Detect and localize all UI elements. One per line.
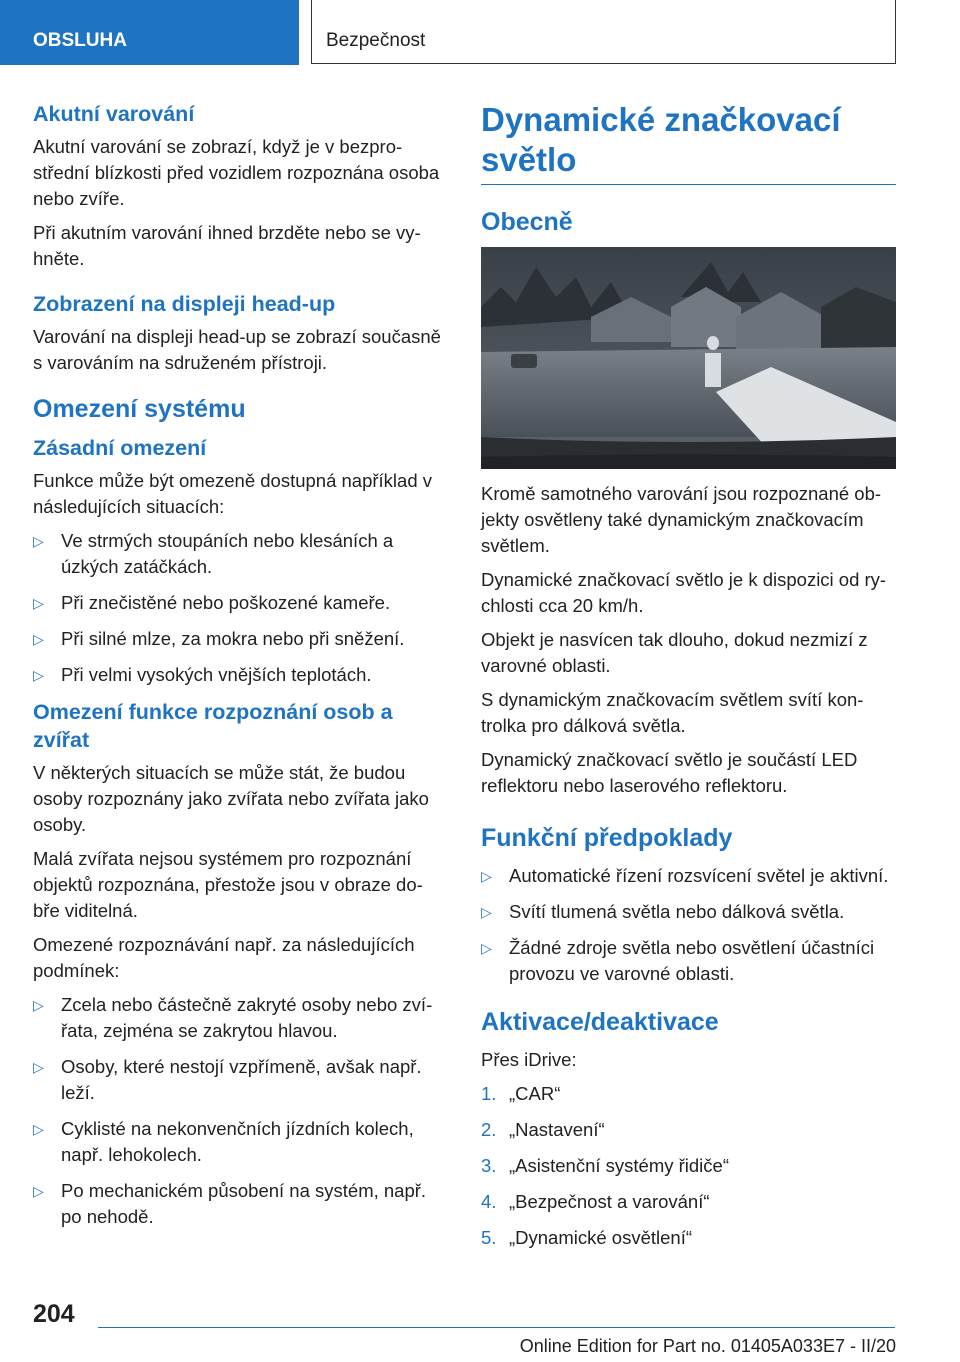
detection-text-1: V některých situacích se může stát, že budou osoby rozpoznány jako zvířata nebo zvířata jako osoby. bbox=[33, 762, 429, 835]
night-road-illustration bbox=[481, 247, 896, 469]
list-item: ▷ Při silné mlze, za mokra nebo při sněžení. bbox=[33, 626, 448, 652]
bullet-triangle-icon: ▷ bbox=[33, 595, 44, 611]
detection-limits-list bbox=[33, 992, 448, 1230]
list-item: ▷ Po mechanickém působení na systém, např. po nehodě. bbox=[33, 1180, 427, 1227]
list-item: ▷ Při velmi vysokých vnějších teplotách. bbox=[33, 662, 448, 688]
main-heading: Dynamické značkovací světlo bbox=[481, 101, 841, 178]
bullet-triangle-icon: ▷ bbox=[33, 667, 44, 683]
basic-limits-text: Funkce může být omezeně dostupná například v následujících situacích: bbox=[33, 470, 433, 517]
list-item: ▷ Svítí tlumená světla nebo dálková světla. bbox=[481, 899, 896, 925]
step-item: 5. „Dynamické osvětlení“ bbox=[481, 1225, 896, 1251]
step-item: 4. „Bezpečnost a varování“ bbox=[481, 1189, 896, 1215]
bullet-triangle-icon: ▷ bbox=[33, 1059, 44, 1075]
step-item: 2. „Nastavení“ bbox=[481, 1117, 896, 1143]
bullet-triangle-icon: ▷ bbox=[481, 940, 492, 956]
activation-steps bbox=[481, 1081, 896, 1251]
right-column bbox=[481, 100, 896, 1261]
edition-footer: Online Edition for Part no. 01405A033E7 - II/20 bbox=[519, 1336, 896, 1356]
list-item: ▷ Žádné zdroje světla nebo osvětlení účastníci provozu ve varovné oblasti. bbox=[481, 937, 875, 984]
step-number: 4. bbox=[481, 1191, 497, 1212]
step-item: 3. „Asistenční systémy řidiče“ bbox=[481, 1153, 896, 1179]
hud-heading: Zobrazení na displeji head-up bbox=[33, 292, 336, 316]
chapter-tab: OBSLUHA bbox=[0, 0, 299, 65]
bullet-triangle-icon: ▷ bbox=[33, 1183, 44, 1199]
left-column bbox=[33, 100, 448, 1240]
general-text-2: Dynamické značkovací světlo je k dispozici od ry-chlosti cca 20 km/h. bbox=[481, 569, 887, 616]
detection-text-2: Malá zvířata nejsou systémem pro rozpoznání objektů rozpoznána, přestože jsou v obraze do-bře viditelná. bbox=[33, 848, 423, 921]
bullet-triangle-icon: ▷ bbox=[481, 868, 492, 884]
bullet-triangle-icon: ▷ bbox=[33, 533, 44, 549]
bullet-triangle-icon: ▷ bbox=[33, 1121, 44, 1137]
list-item: ▷ Cyklisté na nekonvenčních jízdních kolech, např. lehokolech. bbox=[33, 1118, 414, 1165]
step-item: 1. „CAR“ bbox=[481, 1081, 896, 1107]
general-heading: Obecně bbox=[481, 208, 573, 236]
list-item: ▷ Při znečistěné nebo poškozené kameře. bbox=[33, 590, 448, 616]
acute-warning-heading: Akutní varování bbox=[33, 102, 195, 126]
hud-text: Varování na displeji head-up se zobrazí současně s varováním na sdruženém přístroji. bbox=[33, 326, 441, 373]
bullet-triangle-icon: ▷ bbox=[481, 904, 492, 920]
list-item: ▷ Zcela nebo částečně zakryté osoby nebo zví-řata, zejména se zakrytou hlavou. bbox=[33, 994, 433, 1041]
general-text-4: S dynamickým značkovacím světlem svítí kon-trolka pro dálková světla. bbox=[481, 689, 864, 736]
general-text-5: Dynamický značkovací světlo je součástí LED reflektoru nebo laserového reflektoru. bbox=[481, 749, 858, 796]
detection-text-3: Omezené rozpoznávání např. za následujících podmínek: bbox=[33, 934, 415, 981]
acute-warning-text-2: Při akutním varování ihned brzděte nebo se vy-hněte. bbox=[33, 222, 421, 269]
step-number: 5. bbox=[481, 1227, 497, 1248]
page-number: 204 bbox=[33, 1300, 75, 1328]
step-number: 2. bbox=[481, 1119, 497, 1140]
activation-text: Přes iDrive: bbox=[481, 1049, 577, 1070]
system-limits-heading: Omezení systému bbox=[33, 395, 246, 423]
bullet-triangle-icon: ▷ bbox=[33, 997, 44, 1013]
step-number: 1. bbox=[481, 1083, 497, 1104]
general-text-1: Kromě samotného varování jsou rozpoznané ob-jekty osvětleny také dynamickým značkovacím světlem. bbox=[481, 483, 882, 556]
basic-limits-heading: Zásadní omezení bbox=[33, 436, 207, 460]
list-item: ▷ Automatické řízení rozsvícení světel je aktivní. bbox=[481, 863, 896, 889]
step-number: 3. bbox=[481, 1155, 497, 1176]
list-item: ▷ Ve strmých stoupáních nebo klesáních a úzkých zatáčkách. bbox=[33, 530, 394, 577]
basic-limits-list bbox=[33, 528, 448, 688]
activation-heading: Aktivace/deaktivace bbox=[481, 1008, 719, 1036]
prerequisites-heading: Funkční předpoklady bbox=[481, 824, 733, 852]
detection-limits-heading: Omezení funkce rozpoznání osob a zvířat bbox=[33, 700, 393, 752]
prerequisites-list bbox=[481, 863, 896, 987]
acute-warning-text: Akutní varování se zobrazí, když je v bezpro-střední blízkosti před vozidlem rozpoznána osoba nebo zvíře. bbox=[33, 136, 440, 209]
general-text-3: Objekt je nasvícen tak dlouho, dokud nezmizí z varovné oblasti. bbox=[481, 629, 868, 676]
section-tab: Bezpečnost bbox=[311, 0, 896, 64]
footer-divider bbox=[98, 1327, 895, 1328]
bullet-triangle-icon: ▷ bbox=[33, 631, 44, 647]
list-item: ▷ Osoby, které nestojí vzpřímeně, avšak např. leží. bbox=[33, 1056, 422, 1103]
